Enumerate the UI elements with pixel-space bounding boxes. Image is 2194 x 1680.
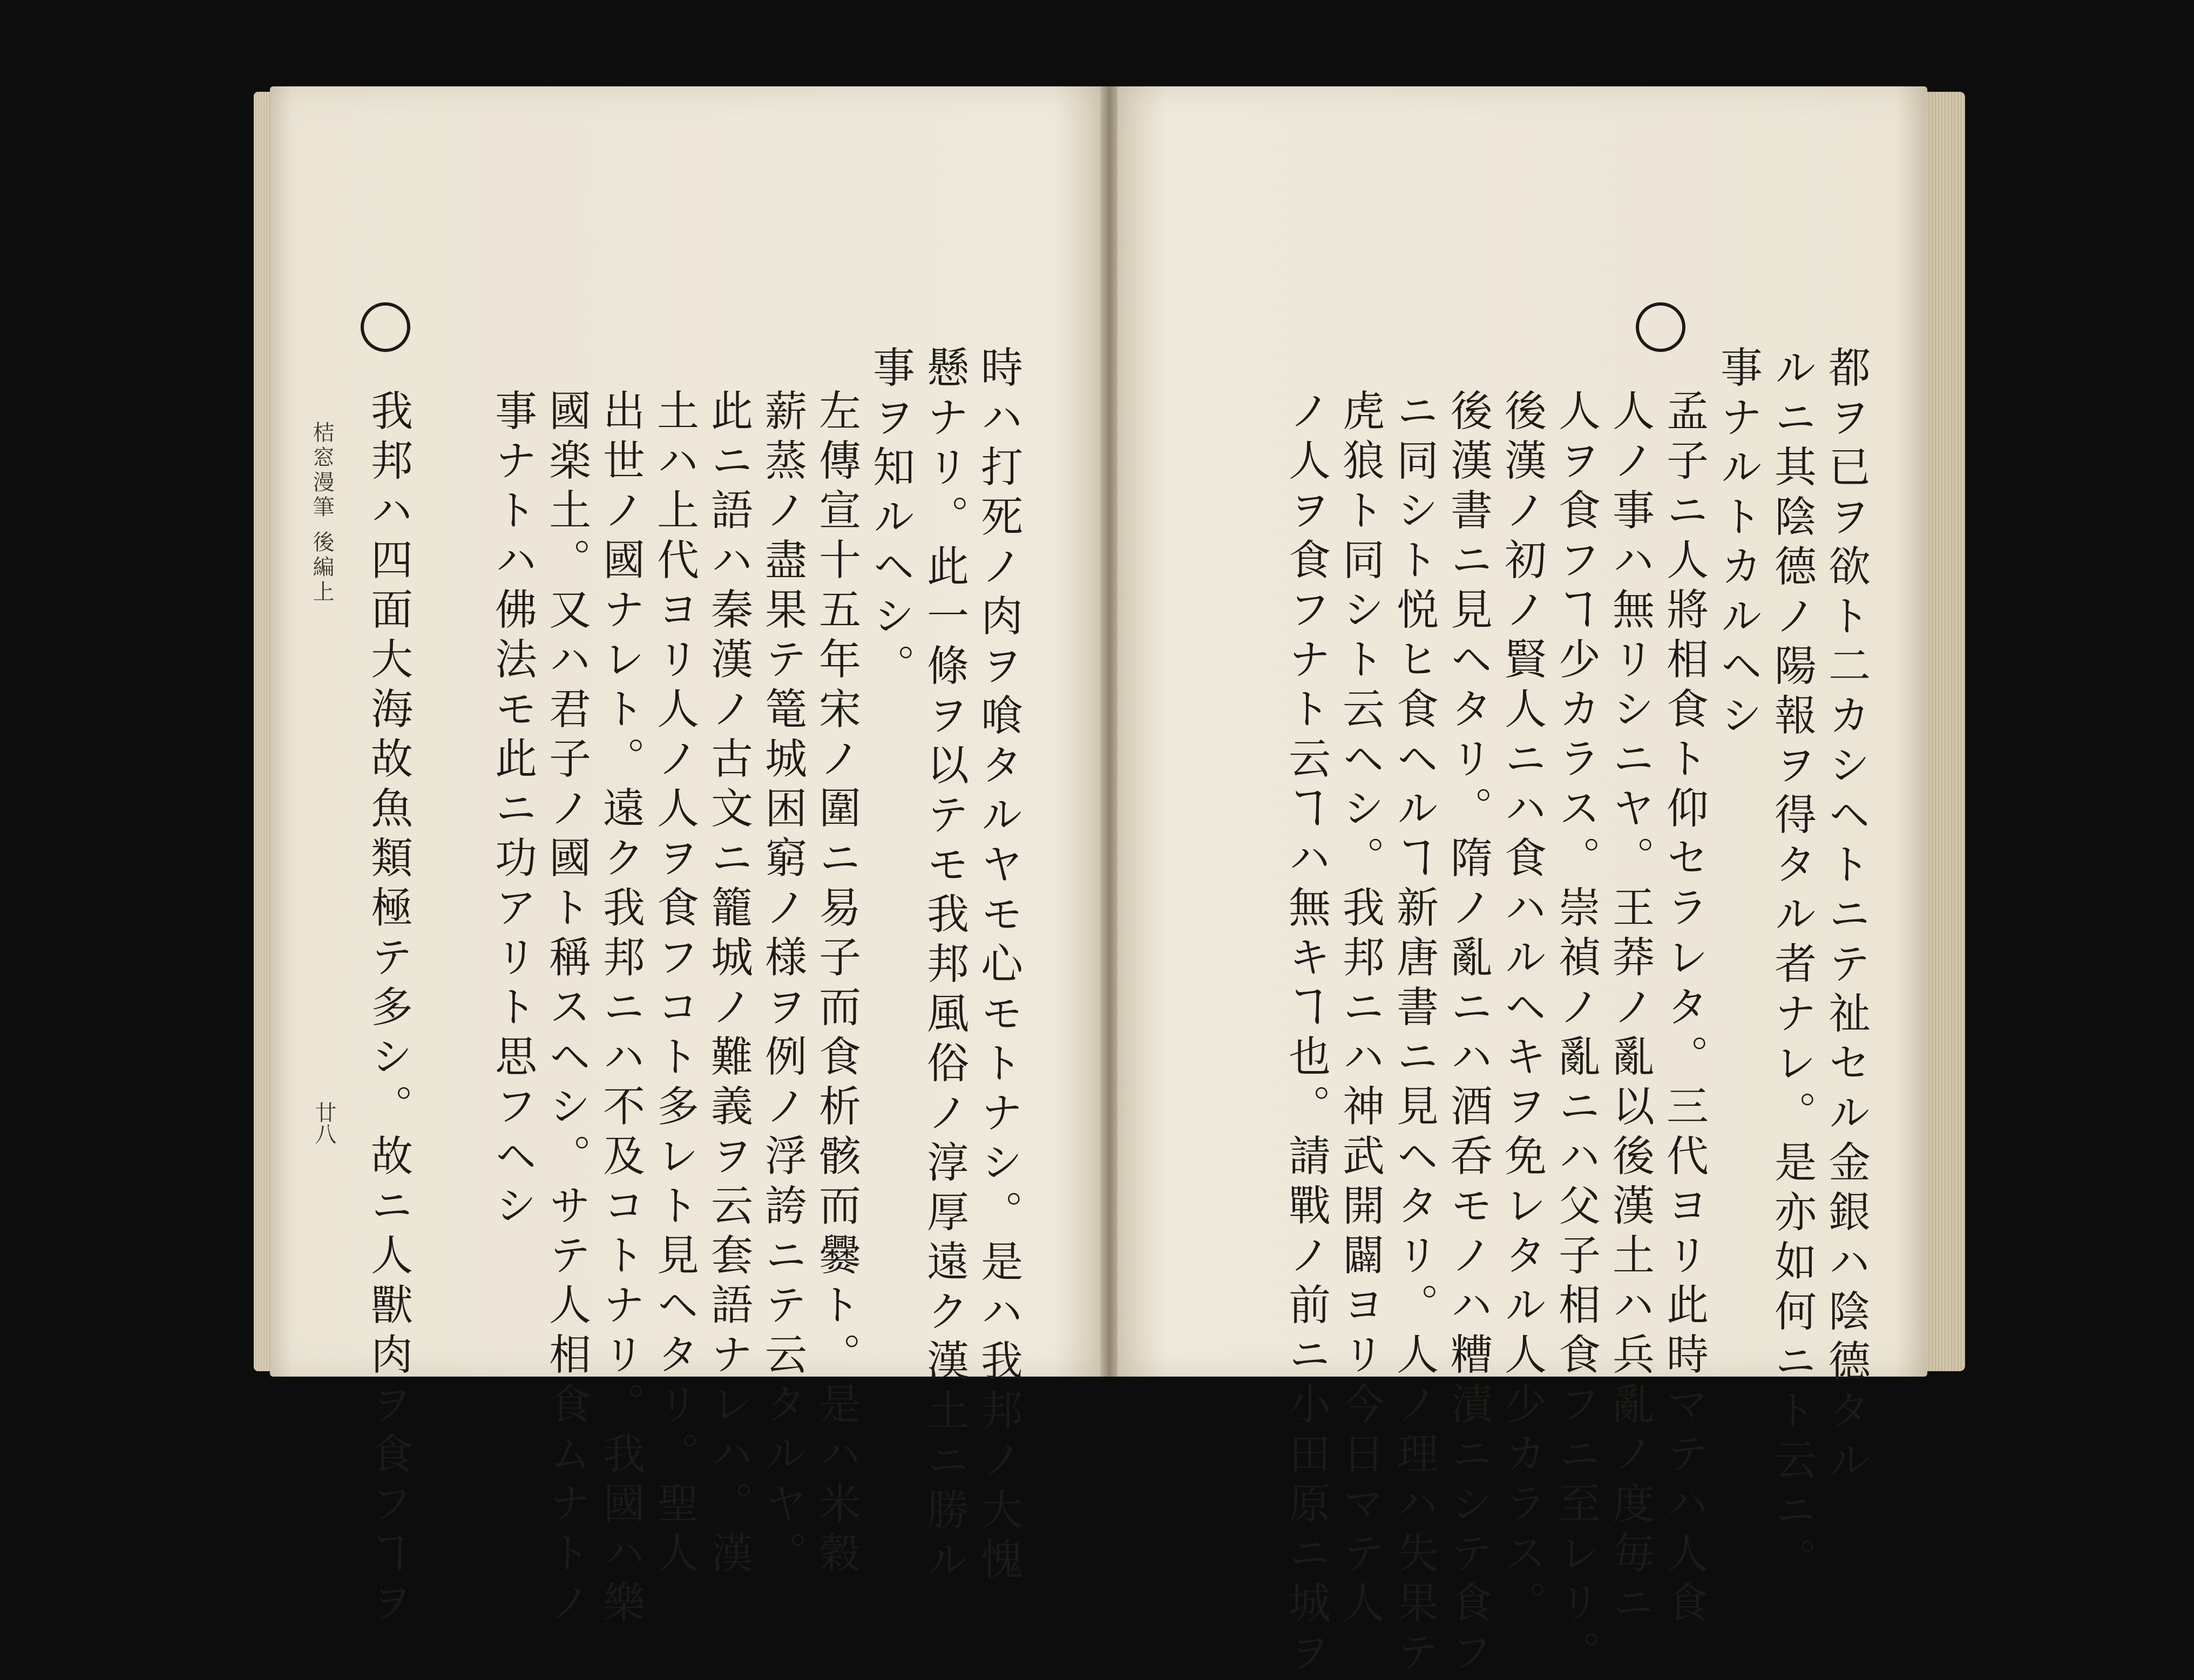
open-book bbox=[254, 81, 1965, 1680]
right-column-2: ルニ其陰德ノ陽報ヲ得タル者ナレ。是亦如何ニト云ニ。 bbox=[1768, 346, 1816, 1587]
right-column-7: 後漢ノ初ノ賢人ニハ食ハルヘキヲ免レタル人少カラス。 bbox=[1498, 389, 1546, 1630]
left-column-9: 國楽土。又ハ君子ノ國ト稱スヘシ。サテ人相食ムナトノ bbox=[542, 389, 591, 1630]
right-column-6: 人ヲ食フヿ少カラス。崇禎ノ亂ニハ父子相食フニ至レリ。 bbox=[1552, 389, 1600, 1680]
right-page bbox=[1118, 86, 1927, 1680]
left-page-edges bbox=[254, 92, 272, 1371]
right-column-5: 人ノ事ハ無リシニヤ。王莽ノ亂以後漢土ハ兵亂ノ度毎ニ bbox=[1606, 389, 1654, 1630]
left-column-2: 懸ナリ。此一條ヲ以テモ我邦風俗ノ淳厚遠ク漢土ニ勝ル bbox=[920, 346, 969, 1587]
left-column-4: 左傳宣十五年宋ノ圍ニ易子而食析骸而爨ト。是ハ米穀 bbox=[812, 389, 861, 1581]
book-gutter bbox=[1100, 86, 1119, 1377]
right-column-9: ニ同シト悦ヒ食ヘルヿ新唐書ニ見ヘタリ。人ノ理ハ失果テ bbox=[1390, 389, 1438, 1680]
right-column-4: 孟子ニ人將相食ト仰セラレタ。三代ヨリ此時マテハ人食 bbox=[1660, 389, 1708, 1630]
running-title: 桔窓漫筆 後編上 bbox=[309, 421, 334, 605]
left-column-6: 此ニ語ハ秦漢ノ古文ニ籠城ノ難義ヲ云套語ナレハ。漢 bbox=[704, 389, 753, 1581]
left-page bbox=[270, 86, 1101, 1630]
right-column-3: 事ナルトカルヘシ bbox=[1714, 346, 1762, 743]
right-column-10: 虎狼ト同シト云ヘシ。我邦ニハ神武開闢ヨリ今日マテ人 bbox=[1336, 389, 1384, 1630]
folio-number: 廿八 bbox=[312, 1101, 336, 1144]
right-page-edges bbox=[1926, 92, 1965, 1371]
left-column-1: 時ハ打死ノ肉ヲ喰タルヤモ心モトナシ。是ハ我邦ノ大愧 bbox=[974, 346, 1022, 1587]
left-column-8: 出世ノ國ナレト。遠ク我邦ニハ不及コトナリ。我國ハ樂 bbox=[596, 389, 645, 1630]
left-column-11: 我邦ハ四面大海故魚類極テ多シ。故ニ人獸肉ヲ食フヿヲ bbox=[364, 389, 412, 1630]
right-column-11: ノ人ヲ食フナト云ヿハ無キヿ也。請戰ノ前ニ小田原ニ城ヲ bbox=[1282, 389, 1330, 1680]
left-column-10: 事ナトハ佛法モ此ニ功アリト思フヘシ bbox=[488, 389, 537, 1233]
section-circle-mark bbox=[1636, 302, 1685, 352]
section-circle-mark bbox=[361, 302, 410, 352]
left-column-5: 薪蒸ノ盡果テ篭城困窮ノ様ヲ例ノ浮誇ニテ云タルヤ。 bbox=[758, 389, 807, 1581]
left-column-3: 事ヲ知ルヘシ。 bbox=[866, 346, 915, 693]
left-column-7: 土ハ上代ヨリ人ノ人ヲ食フコト多レト見ヘタリ。聖人 bbox=[650, 389, 699, 1581]
right-column-1: 都ヲ已ヲ欲ト二カシヘトニテ祉セル金銀ハ陰德タル bbox=[1821, 346, 1870, 1488]
right-column-8: 後漢書ニ見ヘタリ。隋ノ亂ニハ酒呑モノハ糟漬ニシテ食フ bbox=[1444, 389, 1492, 1680]
bleed-through-text bbox=[335, 227, 381, 267]
